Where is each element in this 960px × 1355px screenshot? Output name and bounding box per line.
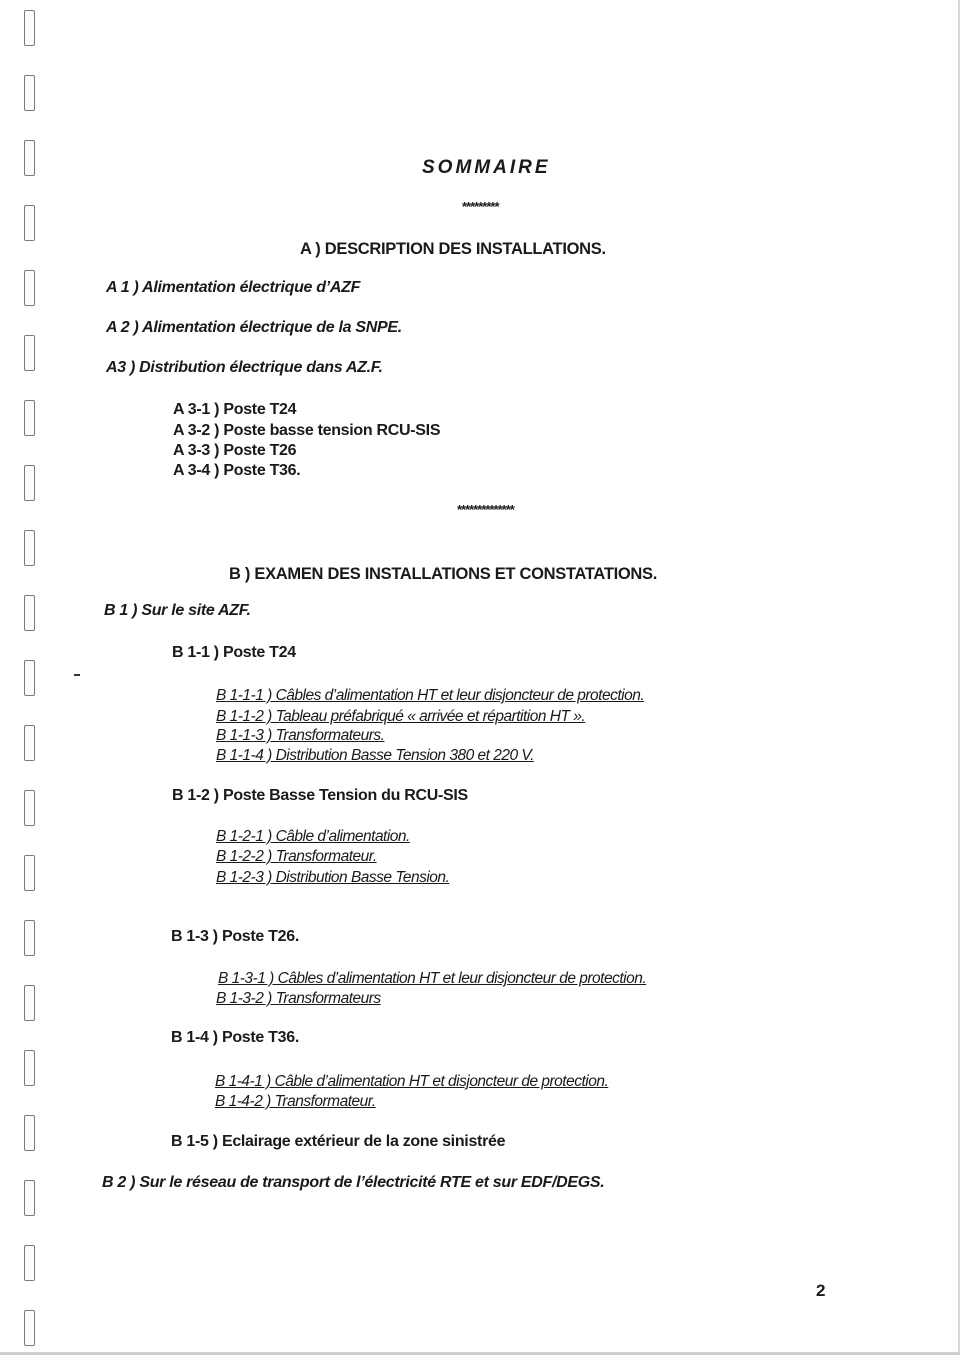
toc-entry-b1: B 1 ) Sur le site AZF. bbox=[104, 602, 251, 619]
binding-hole bbox=[24, 400, 35, 436]
toc-item: B 1-1-4 ) Distribution Basse Tension 380 et 220 V. bbox=[216, 747, 534, 764]
toc-item: B 1-4-1 ) Câble d’alimentation HT et disjoncteur de protection. bbox=[215, 1073, 609, 1090]
toc-item: B 1-3-2 ) Transformateurs bbox=[216, 990, 381, 1007]
toc-item: B 1-1-2 ) Tableau préfabriqué « arrivée et répartition HT ». bbox=[216, 708, 586, 725]
page-title: SOMMAIRE bbox=[422, 157, 551, 178]
binding-hole bbox=[24, 595, 35, 631]
toc-entry-a1: A 1 ) Alimentation électrique d’AZF bbox=[106, 279, 361, 296]
toc-item: B 1-4-2 ) Transformateur. bbox=[215, 1093, 376, 1110]
toc-item: B 1-2-2 ) Transformateur. bbox=[216, 848, 377, 865]
toc-entry-b2: B 2 ) Sur le réseau de transport de l’électricité RTE et sur EDF/DEGS. bbox=[102, 1174, 605, 1191]
binding-hole bbox=[24, 205, 35, 241]
toc-entry-b1-2: B 1-2 ) Poste Basse Tension du RCU-SIS bbox=[172, 787, 468, 804]
toc-entry-a3-2: A 3-2 ) Poste basse tension RCU-SIS bbox=[173, 422, 441, 439]
toc-entry-a2: A 2 ) Alimentation électrique de la SNPE. bbox=[106, 319, 402, 336]
section-heading-b: B ) EXAMEN DES INSTALLATIONS ET CONSTATATIONS. bbox=[229, 565, 658, 583]
binding-hole bbox=[24, 530, 35, 566]
toc-entry-b1-4: B 1-4 ) Poste T36. bbox=[171, 1029, 299, 1046]
toc-entry-a3-4: A 3-4 ) Poste T36. bbox=[173, 462, 301, 479]
toc-item: B 1-2-3 ) Distribution Basse Tension. bbox=[216, 869, 450, 886]
page-number: 2 bbox=[816, 1281, 826, 1300]
binding-hole bbox=[24, 1115, 35, 1151]
toc-entry-a3: A3 ) Distribution électrique dans AZ.F. bbox=[106, 359, 383, 376]
binding-hole bbox=[24, 985, 35, 1021]
binding-hole bbox=[24, 465, 35, 501]
toc-entry-b1-3: B 1-3 ) Poste T26. bbox=[171, 928, 299, 945]
binding-hole bbox=[24, 10, 35, 46]
binding-hole bbox=[24, 790, 35, 826]
binding-hole bbox=[24, 1050, 35, 1086]
separator: ************** bbox=[457, 502, 514, 517]
section-heading-a: A ) DESCRIPTION DES INSTALLATIONS. bbox=[300, 240, 606, 258]
toc-entry-b1-5: B 1-5 ) Eclairage extérieur de la zone sinistrée bbox=[171, 1133, 506, 1150]
binding-hole bbox=[24, 660, 35, 696]
toc-entry-a3-3: A 3-3 ) Poste T26 bbox=[173, 442, 297, 459]
toc-item: B 1-2-1 ) Câble d’alimentation. bbox=[216, 828, 410, 845]
binding-hole bbox=[24, 1180, 35, 1216]
toc-entry-b1-1: B 1-1 ) Poste T24 bbox=[172, 644, 296, 661]
binding-hole bbox=[24, 335, 35, 371]
toc-item: B 1-1-3 ) Transformateurs. bbox=[216, 727, 385, 744]
binding-hole bbox=[24, 725, 35, 761]
binding-hole bbox=[24, 140, 35, 176]
binding-hole bbox=[24, 1310, 35, 1346]
binding-hole bbox=[24, 920, 35, 956]
binding-hole bbox=[24, 1245, 35, 1281]
toc-entry-a3-1: A 3-1 ) Poste T24 bbox=[173, 401, 297, 418]
toc-item: B 1-3-1 ) Câbles d’alimentation HT et leur disjoncteur de protection. bbox=[218, 970, 647, 987]
binding-hole bbox=[24, 75, 35, 111]
binding-hole bbox=[24, 855, 35, 891]
separator: ********* bbox=[462, 199, 499, 214]
toc-item: B 1-1-1 ) Câbles d’alimentation HT et leur disjoncteur de protection. bbox=[216, 687, 645, 704]
binding-hole bbox=[24, 270, 35, 306]
margin-mark bbox=[74, 674, 80, 676]
